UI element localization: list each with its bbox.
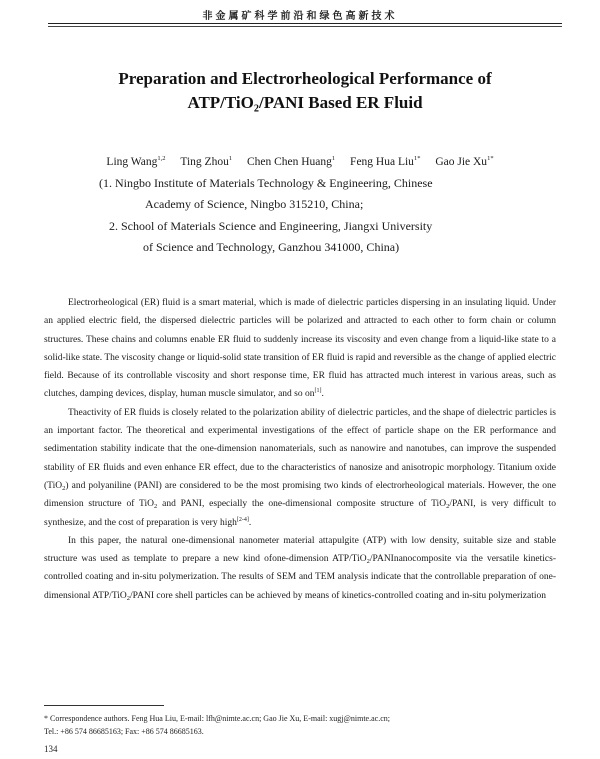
author: [180, 156, 232, 168]
author-name: Chen Chen Huang: [246, 156, 332, 168]
author-affiliation-mark: 1*: [487, 155, 494, 162]
paragraph-2-text-a: Theactivity of ER fluids is closely related to the polarization ability of dielectric particles, and the shape of dielectric particles is an important factor. The theoretical and experimental investigations of the effect of particle shape on the ER performance and sedimentation stability indicate that the one-dimension nanomaterials, such as nanowire and nanotubes, can improve the suspended stability of ER fluids and even enhance ER effect, due to the characteristics of nanosize and anisotropic morphology. Titanium oxide (TiO: [44, 407, 556, 491]
author: [247, 156, 335, 168]
subscript: 2: [446, 503, 450, 511]
affiliation-1: [40, 173, 580, 215]
author-affiliation-mark: 1,2: [157, 155, 166, 162]
header-rule-thick: [48, 23, 562, 24]
paragraph-2-text-d: /PANI, is very difficult to synthesize, and the cost of preparation is very high: [44, 499, 556, 528]
affiliation-1-line-2: Academy of Science, Ningbo 315210, China;: [145, 197, 364, 211]
paragraph-2: [44, 404, 556, 532]
subscript: 2: [154, 503, 158, 511]
paragraph-2-text-c: and PANI, especially the one-dimensional composite structure of TiO: [157, 499, 447, 510]
running-header: 非金属矿科学前沿和绿色高新技术: [202, 11, 398, 22]
author-name: Ting Zhou: [180, 156, 229, 168]
footnote-line-2: Tel.: +86 574 86685163; Fax: +86 574 86685163.: [44, 727, 204, 736]
affiliation-1-line-1: (1. Ningbo Institute of Materials Technology & Engineering, Chinese: [99, 176, 433, 190]
page-number: 134: [44, 744, 58, 754]
paragraph-3-text-c: /PANI core shell particles can be achieved by means of kinetics-controlled coating and in-situ polymerization: [130, 590, 546, 601]
affiliation-2-line-2: of Science and Technology, Ganzhou 341000, China): [143, 240, 400, 254]
paragraph-3: [44, 532, 556, 605]
paragraph-1-end: .: [321, 389, 324, 400]
paragraph-2-text-b: ) and polyaniline (PANI) are considered to be the most promising two kinds of electrorheological materials. However, the one dimension structure of TiO: [44, 480, 556, 510]
body-text: [44, 294, 556, 605]
paragraph-1-text: Electrorheological (ER) fluid is a smart material, which is made of dielectric particles dispersing in an insulating liquid. Under an applied electric field, the dispersed dielectric particles will be polarized and attracted to each other to form chain or column structures. These chains and columns enable ER fluid to suddenly increase its viscosity and even change from a liquid-like state to a solid-like state. The viscosity change or liquid-solid state transition of ER fluid is rapid and reversible as the change of applied electric field. Because of its controllable viscosity and short response time, ER fluid has attracted much interest in various areas, such as clutches, damping devices, display, human muscle simulator, and so on: [44, 298, 556, 400]
footnote-line-1: * Correspondence authors. Feng Hua Liu, E-mail: lfh@nimte.ac.cn; Gao Jie Xu, E-mail: xugj@nimte.ac.cn;: [44, 714, 390, 723]
author-affiliation-mark: 1*: [413, 155, 421, 162]
author: [350, 156, 420, 168]
author-name: Gao Jie Xu: [435, 156, 488, 168]
affiliation-2-line-1: 2. School of Materials Science and Engineering, Jiangxi University: [109, 219, 433, 233]
paragraph-3-text-a: In this paper, the natural one-dimensional nanometer material attapulgite (ATP) with low density, suitable size and stable structure was used as template to prepare a new kind ofone-dimension ATP/TiO: [44, 535, 556, 565]
subscript: 2: [366, 558, 370, 566]
subscript: 2: [126, 594, 131, 602]
footnote-rule: [44, 705, 164, 706]
paper-title: [40, 67, 570, 115]
author-name: Ling Wang: [106, 156, 158, 168]
author-name: Feng Hua Liu: [350, 156, 414, 168]
title-line-1: Preparation and Electrorheological Performance of: [118, 69, 492, 88]
author: [435, 156, 493, 168]
paragraph-1: [44, 294, 556, 404]
author-affiliation-mark: 1: [331, 155, 336, 162]
subscript: 2: [62, 484, 66, 492]
title-line-2: ATP/TiO₂/PANI Based ER Fluid: [187, 93, 423, 112]
paragraph-2-end: .: [248, 517, 252, 528]
author-affiliation-mark: 1: [228, 155, 233, 162]
affiliation-2: [40, 216, 580, 258]
paragraph-3-text-b: /PANInanocomposite via the versatile kinetics-controlled coating and in-situ polymerization. The results of SEM and TEM analysis indicate that the controllable preparation of one-dimensional ATP/TiO: [44, 554, 556, 601]
footnote: [44, 712, 556, 738]
header-rule-thin: [48, 26, 562, 27]
author-list: [0, 152, 600, 169]
author: [106, 156, 165, 168]
citation: [1]: [314, 388, 322, 395]
citation: [2-4]: [236, 516, 249, 523]
